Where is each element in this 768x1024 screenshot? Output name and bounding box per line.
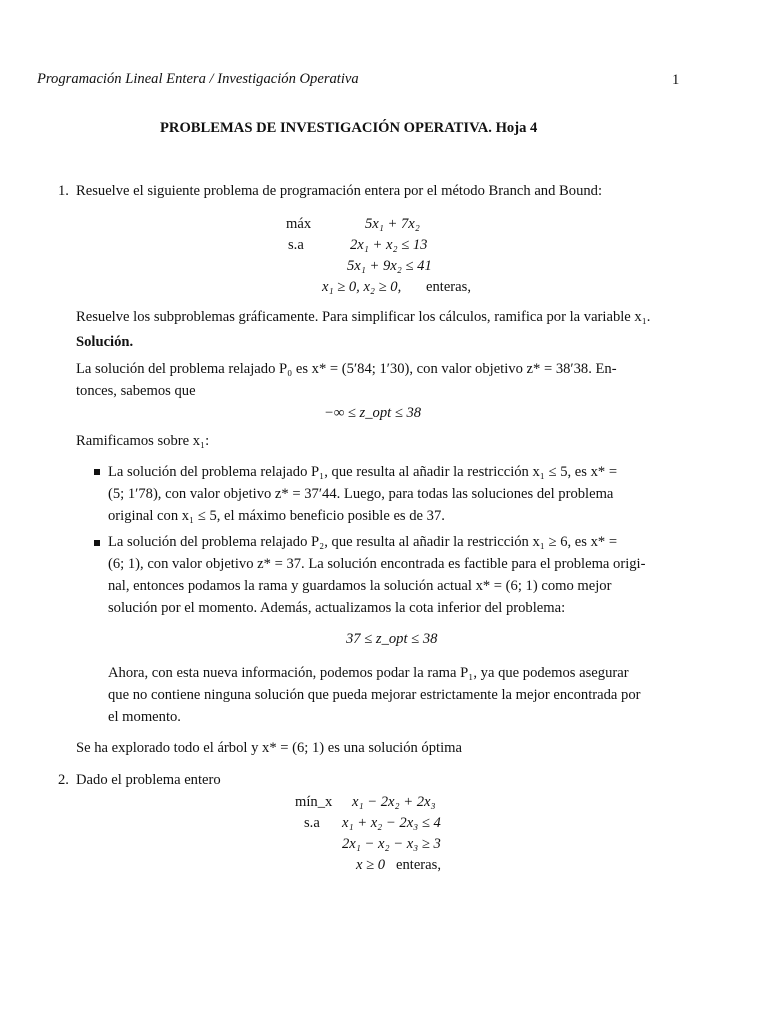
model-st-label: s.a [304,815,320,831]
problem-1-conclusion: Se ha explorado todo el árbol y x* = (6; 1) es una solución óptima [76,740,462,756]
model-constraint-2: 5x₁ + 9x₂ ≤ 41 [347,258,432,274]
model-constraint-3-text: enteras, [396,857,441,873]
bullet-marker [94,469,100,475]
model-constraint-1: x₁ + x₂ − 2x₃ ≤ 4 [342,815,441,831]
solution-heading: Solución. [76,334,134,350]
page-number: 1 [672,72,680,88]
relaxed-solution-line-1: La solución del problema relajado P₀ es x* = (5′84; 1′30), con valor objetivo z* = 38′38. En- [76,361,617,377]
bullet-2-line-1: La solución del problema relajado P₂, que resulta al añadir la restricción x₁ ≥ 6, es x* = [108,534,618,550]
branch-intro: Ramificamos sobre x₁: [76,433,210,449]
running-header: Programación Lineal Entera / Investigación Operativa [37,71,359,87]
bound-equation-2: 37 ≤ z_opt ≤ 38 [346,631,438,647]
model-constraint-3-text: enteras, [426,279,471,295]
model-objective-label: mín_x [295,794,333,810]
problem-1-instruction: Resuelve los subproblemas gráficamente. Para simplificar los cálculos, ramifica por la variable x₁. [76,309,651,325]
model-objective: 5x₁ + 7x₂ [365,216,420,232]
prune-text-line-1: Ahora, con esta nueva información, podemos podar la rama P₁, ya que podemos asegurar [108,665,629,681]
bullet-2-line-2: (6; 1), con valor objetivo z* = 37. La solución encontrada es factible para el problema origi- [108,556,646,572]
bullet-marker [94,540,100,546]
prune-text-line-2: que no contiene ninguna solución que pueda mejorar estrictamente la mejor encontrada por [108,687,641,703]
bullet-1-line-3: original con x₁ ≤ 5, el máximo beneficio posible es de 37. [108,508,445,524]
relaxed-solution-line-2: tonces, sabemos que [76,383,196,399]
problem-2-number: 2. [58,772,69,788]
model-constraint-3: x ≥ 0 [356,857,386,873]
bound-equation-1: −∞ ≤ z_opt ≤ 38 [324,405,422,421]
model-st-label: s.a [288,237,304,253]
model-constraint-2: 2x₁ − x₂ − x₃ ≥ 3 [342,836,441,852]
model-constraint-1: 2x₁ + x₂ ≤ 13 [350,237,428,253]
problem-1-number: 1. [58,183,69,199]
bullet-1-line-1: La solución del problema relajado P₁, que resulta al añadir la restricción x₁ ≤ 5, es x* = [108,464,618,480]
bullet-2-line-4: solución por el momento. Además, actualizamos la cota inferior del problema: [108,600,566,616]
problem-2-statement: Dado el problema entero [76,772,221,788]
problem-1-statement: Resuelve el siguiente problema de programación entera por el método Branch and Bound: [76,183,603,199]
model-objective-label: máx [286,216,312,232]
model-objective: x₁ − 2x₂ + 2x₃ [352,794,436,810]
bullet-2-line-3: nal, entonces podamos la rama y guardamos la solución actual x* = (6; 1) como mejor [108,578,612,594]
page-title: PROBLEMAS DE INVESTIGACIÓN OPERATIVA. Hoja 4 [160,120,538,136]
model-constraint-3: x₁ ≥ 0, x₂ ≥ 0, [322,279,402,295]
prune-text-line-3: el momento. [108,709,181,725]
bullet-1-line-2: (5; 1′78), con valor objetivo z* = 37′44. Luego, para todas las soluciones del problema [108,486,614,502]
